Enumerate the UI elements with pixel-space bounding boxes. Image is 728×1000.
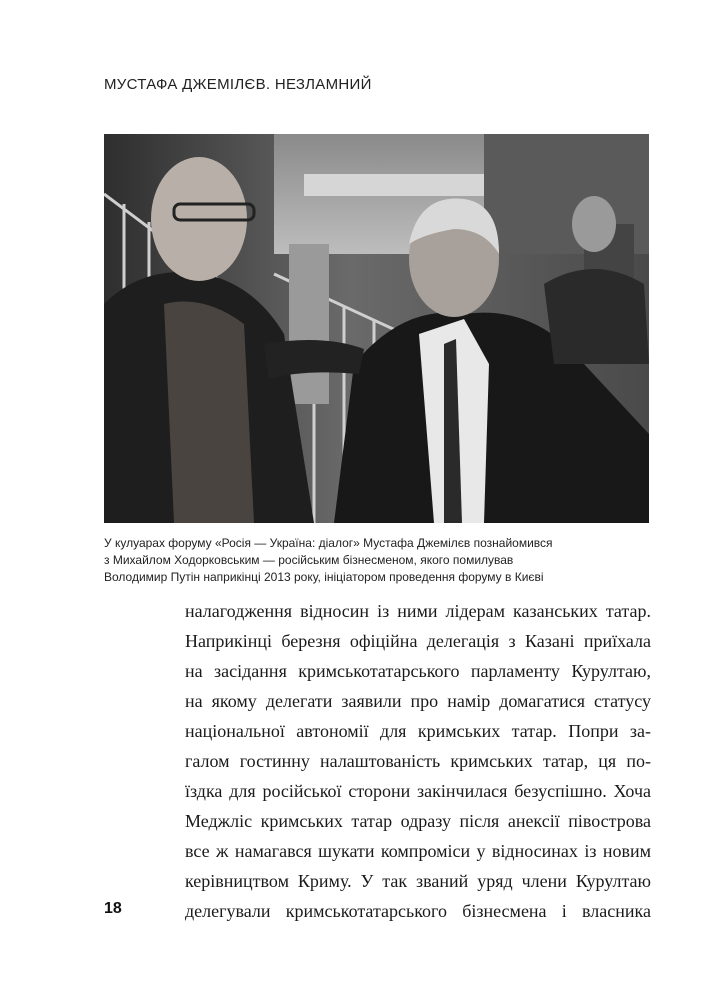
body-line: галом гостинну налаштованість кримських татар, ця по- [185, 751, 651, 771]
body-line: Наприкінці березня офіційна делегація з Казані приїхала [185, 631, 651, 651]
body-line: Меджліс кримських татар одразу після анексії півострова [185, 811, 651, 831]
caption-line: У кулуарах форуму «Росія — Україна: діалог» Мустафа Джемілєв познайомився [104, 536, 553, 550]
caption-line: Володимир Путін наприкінці 2013 року, ініціатором проведення форуму в Києві [104, 570, 544, 584]
body-line: на засідання кримськотатарського парламенту Курултаю, [185, 661, 651, 681]
page-number: 18 [104, 900, 122, 917]
photograph [104, 134, 649, 523]
body-line: все ж намагався шукати компроміси у відносинах із новим [185, 841, 651, 861]
body-line: налагодження відносин із ними лідерам казанських татар. [185, 601, 651, 621]
figure-caption [104, 535, 649, 586]
body-line: керівництвом Криму. У так званий уряд члени Курултаю [185, 871, 651, 891]
running-head: МУСТАФА ДЖЕМІЛЄВ. НЕЗЛАМНИЙ [104, 76, 372, 93]
body-line: їздка для російської сторони закінчилася безуспішно. Хоча [185, 781, 651, 801]
caption-line: з Михайлом Ходорковським — російським бізнесменом, якого помилував [104, 553, 514, 567]
body-line: делегували кримськотатарського бізнесмена і власника [185, 901, 651, 921]
body-line: на якому делегати заявили про намір домагатися статусу [185, 691, 651, 711]
body-paragraph [185, 596, 651, 926]
body-line: національної автономії для кримських татар. Попри за- [185, 721, 651, 741]
